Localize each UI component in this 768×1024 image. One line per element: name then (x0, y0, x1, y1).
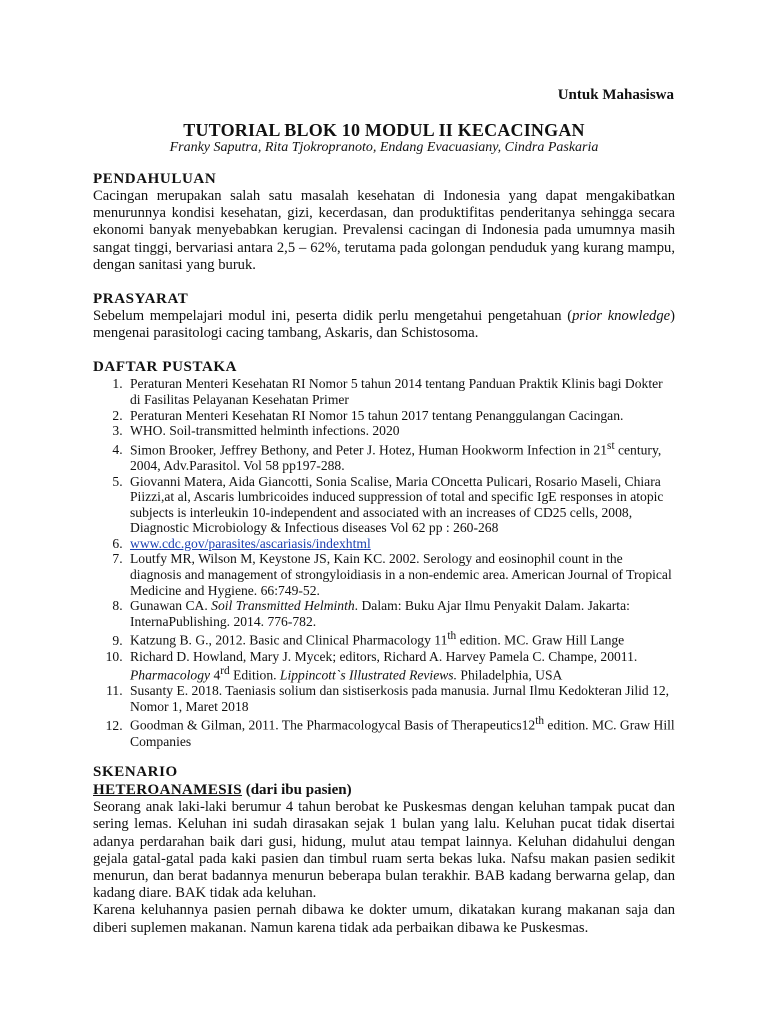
reference-item-8 (126, 598, 675, 629)
reference-10-text: Richard D. Howland, Mary J. Mycek; editors, Richard A. Harvey Pamela C. Champe, 20011. (130, 648, 638, 664)
skenario-subheading (93, 781, 675, 799)
reference-item-2: 2. Peraturan Menteri Kesehatan RI Nomor 15 tahun 2017 tentang Penanggulangan Cacingan. (126, 408, 675, 424)
reference-10-edition: 4 (210, 667, 221, 683)
reference-8-text-cont: . Dalam: Buku Ajar Ilmu Penyakit Dalam. Jakarta: InternaPublishing. 2014. 776-782. (130, 598, 630, 629)
section-heading-prasyarat: PRASYARAT (93, 291, 189, 308)
reference-12-text-cont: edition. MC. Graw Hill Companies (130, 718, 675, 749)
prasyarat-paragraph (93, 308, 675, 342)
heteroanamesis-note: (dari ibu pasien) (241, 782, 352, 799)
reference-6-link[interactable]: www.cdc.gov/parasites/ascariasis/indexhtml (130, 535, 371, 551)
reference-item-7: 7. Loutfy MR, Wilson M, Keystone JS, Kain KC. 2002. Serology and eosinophil count in the diagnosis and management of strongyloidiasis in a non-endemic area. American Journal of Tropical Medicine and Hygiene. 66:749-52. (126, 551, 675, 598)
section-heading-skenario: SKENARIO (93, 764, 178, 781)
reference-item-5: 5. Giovanni Matera, Aida Giancotti, Sonia Scalise, Maria COncetta Pulicari, Rosario Maseli, Chiara Piizzi,at al, Ascaris lumbricoides induced suppression of total and specific IgE responses in atopic subjects is interleukin 10-independent and associated with an increases of CD25 cells, 2008, Diagnostic Microbiology & Infectious diseases Vol 62 pp : 260-268 (126, 474, 675, 536)
reference-item-12 (126, 714, 675, 749)
reference-item-6 (126, 536, 675, 552)
prasyarat-text-italic: prior knowledge (572, 308, 671, 325)
reference-list (93, 376, 675, 749)
heteroanamesis-label: HETEROANAMESIS (93, 782, 242, 799)
prasyarat-text-a: Sebelum mempelajari modul ini, peserta didik perlu mengetahui pengetahuan ( (93, 308, 573, 325)
audience-label: Untuk Mahasiswa (557, 87, 674, 103)
section-heading-pendahuluan: PENDAHULUAN (93, 171, 217, 187)
reference-item-3: 3. WHO. Soil-transmitted helminth infections. 2020 (126, 423, 675, 439)
document-body (93, 170, 675, 937)
skenario-paragraph-2: Karena keluhannya pasien pernah dibawa ke dokter umum, dikatakan kurang makanan saja dan diberi suplemen makanan. Namun karena tidak ada perbaikan dibawa ke Puskesmas. (93, 902, 675, 936)
document-title: TUTORIAL BLOK 10 MODUL II KECACINGAN (183, 120, 585, 140)
reference-item-11: 11. Susanty E. 2018. Taeniasis solium dan sistiserkosis pada manusia. Jurnal Ilmu Kedokteran Jilid 12, Nomor 1, Maret 2018 (126, 683, 675, 714)
reference-4-sup: st (607, 439, 615, 452)
reference-9-sup: th (447, 630, 457, 643)
reference-12-text: Goodman & Gilman, 2011. The Pharmacologycal Basis of Therapeutics12 (130, 718, 536, 734)
reference-item-4 (126, 439, 675, 474)
authors-line: Franky Saputra, Rita Tjokropranoto, Endang Evacuasiany, Cindra Paskaria (169, 140, 599, 155)
reference-4-text-cont: century, 2004, Adv.Parasitol. Vol 58 pp197-288. (130, 442, 662, 473)
reference-8-text: Gunawan CA. (130, 598, 212, 614)
reference-10-italic: Pharmacology (130, 667, 211, 683)
reference-item-9 (126, 629, 675, 648)
reference-10-text-end: Philadelphia, USA (457, 667, 563, 683)
reference-12-sup: th (535, 715, 545, 728)
reference-10-text-cont: Edition. (229, 667, 280, 683)
reference-4-text: Simon Brooker, Jeffrey Bethony, and Peter J. Hotez, Human Hookworm Infection in 21 (130, 442, 608, 458)
reference-9-text: Katzung B. G., 2012. Basic and Clinical Pharmacology 11 (130, 632, 448, 648)
reference-10-italic-2: Lippincott`s Illustrated Reviews. (279, 667, 457, 683)
reference-10-sup: rd (220, 665, 230, 678)
reference-item-10 (126, 649, 675, 684)
skenario-paragraph-1: Seorang anak laki-laki berumur 4 tahun berobat ke Puskesmas dengan keluhan tampak pucat dan sering lemas. Keluhan ini sudah dirasakan sejak 1 bulan yang lalu. Keluhan pucat tidak disertai adanya perdarahan baik dari gusi, hidung, mulut atau tempat lainnya. Keluhan didahului dengan gejala gatal-gatal pada kaki pasien dan timbul ruam serta bekas luka. Nafsu makan pasien sedikit menurun, dan berat badannya menurun beberapa bulan terakhir. BAB kadang berwarna gelap, dan kadang diare. BAK tidak ada keluhan. (93, 799, 675, 902)
section-heading-daftar-pustaka: DAFTAR PUSTAKA (93, 359, 238, 376)
prasyarat-text-b: ) mengenai parasitologi cacing tambang, Askaris, dan Schistosoma. (93, 308, 675, 342)
reference-item-1: 1. Peraturan Menteri Kesehatan RI Nomor 5 tahun 2014 tentang Panduan Praktik Klinis bagi Dokter di Fasilitas Pelayanan Kesehatan Primer (126, 376, 675, 407)
reference-9-text-cont: edition. MC. Graw Hill Lange (456, 632, 625, 648)
pendahuluan-paragraph: Cacingan merupakan salah satu masalah kesehatan di Indonesia yang dapat mengakibatkan menurunnya kondisi kesehatan, gizi, kecerdasan, dan produktifitas penderitanya sehingga secara ekonomi banyak menyebabkan kerugian. Prevalensi cacingan di Indonesia pada umumnya masih sangat tinggi, bervariasi antara 2,5 – 62%, terutama pada golongan penduduk yang kurang mampu, dengan sanitasi yang buruk. (93, 188, 675, 273)
reference-8-italic: Soil Transmitted Helminth (211, 598, 355, 614)
